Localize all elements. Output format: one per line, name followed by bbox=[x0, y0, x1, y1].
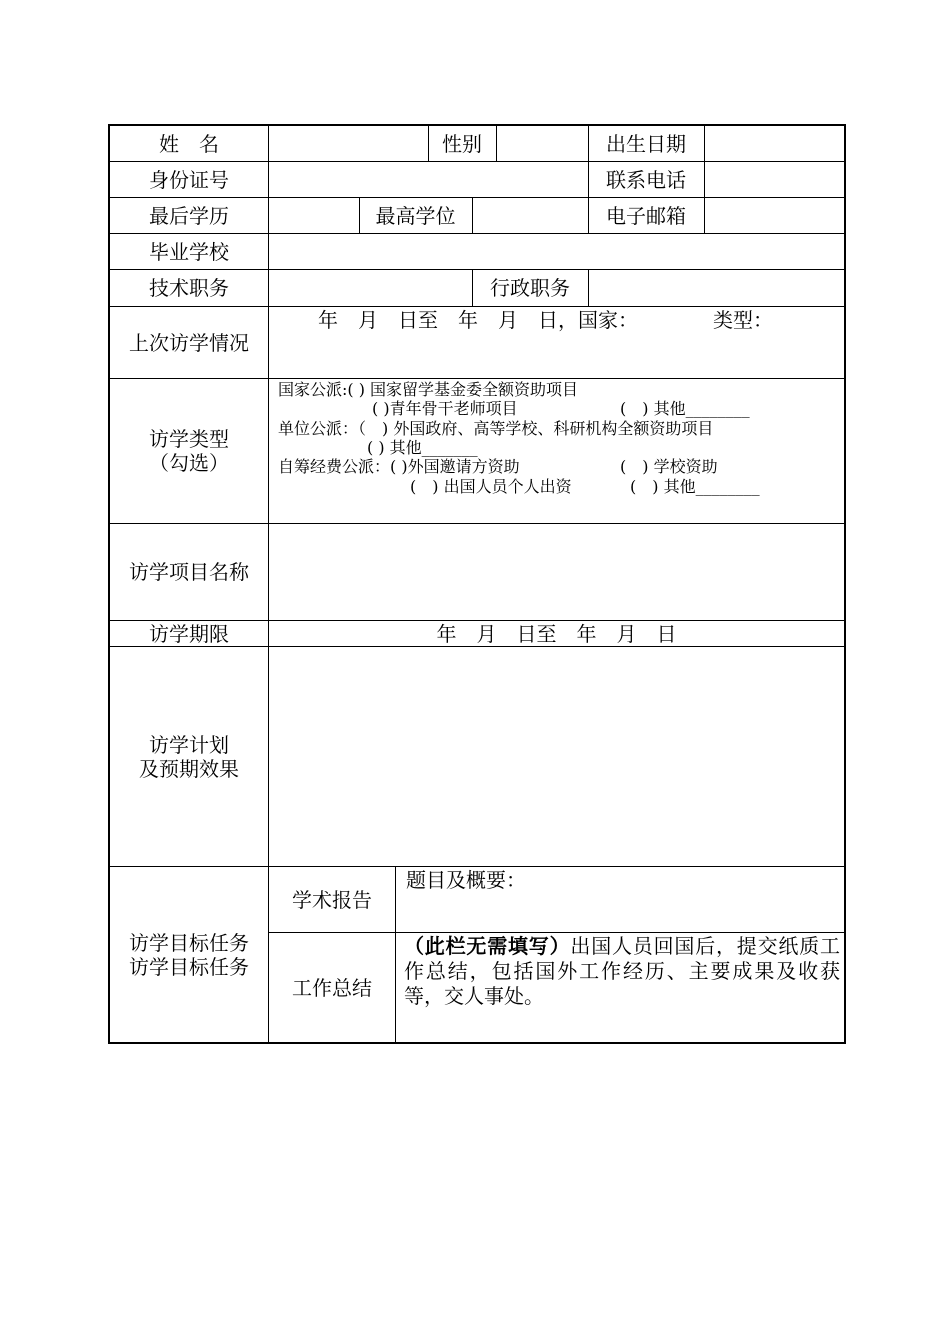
birth-date-field[interactable] bbox=[705, 126, 844, 161]
birth-date-label: 出生日期 bbox=[606, 131, 686, 156]
gender-field[interactable] bbox=[497, 126, 588, 161]
visit-type-label-cell bbox=[110, 379, 268, 523]
target-label-line-1: 访学目标任务 bbox=[129, 930, 249, 955]
school-field[interactable] bbox=[269, 234, 844, 269]
tech-title-field[interactable] bbox=[269, 270, 472, 306]
inviter-fund-option[interactable]: 自筹经费公派：( )外国邀请方资助 bbox=[278, 457, 520, 476]
school-label: 毕业学校 bbox=[149, 239, 229, 264]
self-other-option[interactable]: ( ) 其他________ bbox=[630, 477, 760, 496]
unit-other-option[interactable]: ( ) 其他_______ bbox=[367, 438, 478, 457]
plan-label-line-1: 访学计划 bbox=[149, 732, 229, 757]
visit-type-sub-label: （勾选） bbox=[149, 451, 229, 475]
degree-label: 最高学位 bbox=[375, 203, 456, 228]
gender-label: 性别 bbox=[442, 131, 482, 156]
report-summary-text: 题目及概要： bbox=[406, 868, 526, 892]
admin-title-label: 行政职务 bbox=[490, 276, 570, 300]
target-label-cell bbox=[110, 867, 268, 1042]
last-visit-label: 上次访学情况 bbox=[129, 330, 249, 355]
academic-report-label: 学术报告 bbox=[292, 887, 372, 912]
plan-label-cell bbox=[110, 647, 268, 866]
target-label-line-2: 访学目标任务 bbox=[129, 954, 249, 979]
project-name-label: 访学项目名称 bbox=[129, 560, 249, 584]
plan-field[interactable] bbox=[269, 647, 844, 866]
email-label: 电子邮箱 bbox=[606, 203, 686, 228]
national-other-option[interactable]: ( ) 其他________ bbox=[620, 399, 750, 418]
project-name-field[interactable] bbox=[269, 524, 844, 620]
work-summary-text: 出国人员回国后，提交纸质工作总结，包括国外工作经历、主要成果及收获等，交人事处。 bbox=[404, 934, 841, 1008]
last-visit-date-text: 年 月 日至 年 月 日，国家： bbox=[318, 308, 638, 332]
id-number-label: 身份证号 bbox=[149, 167, 229, 192]
period-text: 年 月 日至 年 月 日 bbox=[436, 621, 677, 646]
personal-fund-option[interactable]: ( ) 出国人员个人出资 bbox=[410, 477, 572, 496]
school-fund-option[interactable]: ( ) 学校资助 bbox=[620, 457, 718, 476]
name-field[interactable] bbox=[269, 126, 428, 161]
national-fund-option[interactable]: 国家公派:( ) 国家留学基金委全额资助项目 bbox=[278, 380, 579, 399]
education-label: 最后学历 bbox=[149, 203, 229, 228]
admin-title-field[interactable] bbox=[589, 270, 844, 306]
period-label: 访学期限 bbox=[149, 621, 229, 646]
phone-field[interactable] bbox=[705, 162, 844, 197]
visit-type-label: 访学类型 bbox=[149, 427, 229, 451]
id-number-field[interactable] bbox=[269, 162, 588, 197]
young-teacher-option[interactable]: ( )青年骨干老师项目 bbox=[372, 399, 518, 418]
tech-title-label: 技术职务 bbox=[149, 276, 229, 300]
last-visit-type-text: 类型： bbox=[713, 308, 773, 332]
work-summary-label: 工作总结 bbox=[292, 975, 372, 1000]
degree-field[interactable] bbox=[473, 198, 588, 233]
work-summary-bold: （此栏无需填写） bbox=[404, 934, 571, 958]
unit-fund-option[interactable]: 单位公派：（ ) 外国政府、高等学校、科研机构全额资助项目 bbox=[278, 419, 714, 438]
email-field[interactable] bbox=[705, 198, 844, 233]
phone-label: 联系电话 bbox=[606, 167, 686, 192]
visiting-scholar-form bbox=[108, 124, 846, 1044]
education-field[interactable] bbox=[269, 198, 359, 233]
work-summary-note bbox=[404, 934, 840, 1009]
plan-label-line-2: 及预期效果 bbox=[139, 756, 239, 781]
name-label: 姓 名 bbox=[159, 131, 219, 156]
